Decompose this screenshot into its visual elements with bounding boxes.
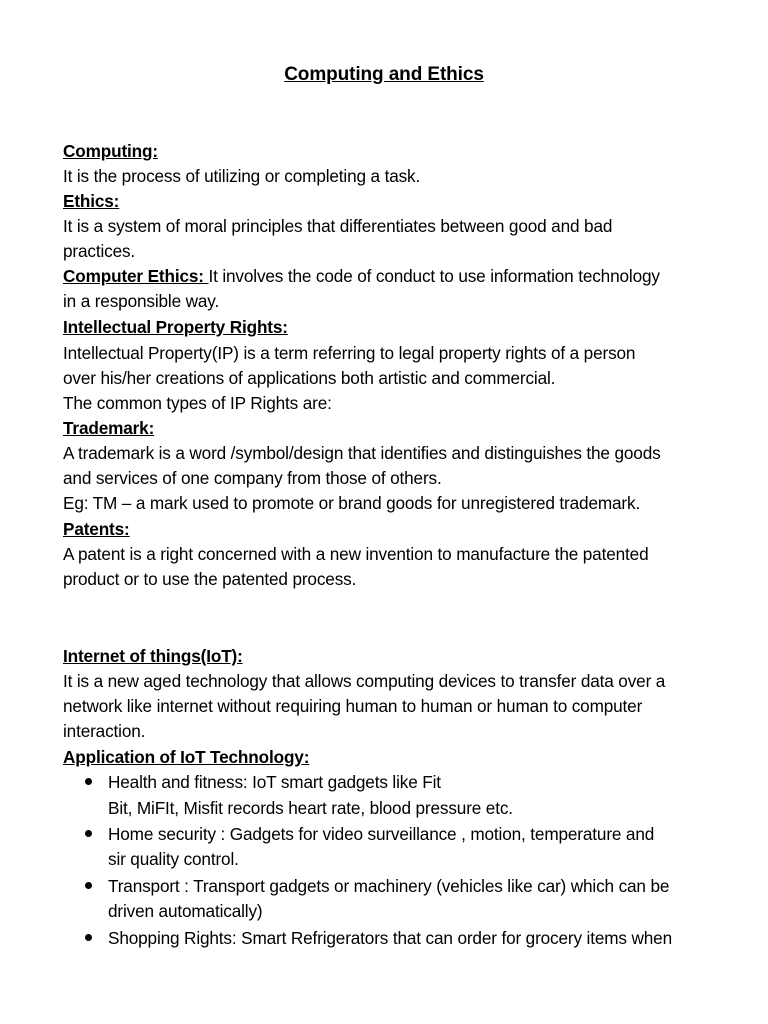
ipr-text-line2: over his/her creations of applications both artistic and commercial. [63, 368, 556, 388]
bullet-3-line1: Transport : Transport gadgets or machinery (vehicles like car) which can be [108, 876, 670, 896]
computer-ethics-text: It involves the code of conduct to use information technology [208, 266, 660, 286]
ethics-heading: Ethics: [63, 191, 120, 211]
page-title: Computing and Ethics [284, 64, 484, 85]
bullet-icon [85, 830, 92, 837]
iot-text-line2: network like internet without requiring human to human or human to computer [63, 696, 643, 716]
bullet-3-line2: driven automatically) [108, 901, 263, 921]
computer-ethics-heading: Computer Ethics: [63, 266, 209, 286]
ipr-text-line3: The common types of IP Rights are: [63, 393, 332, 413]
applications-heading: Application of IoT Technology: [63, 747, 310, 767]
iot-text-line3: interaction. [63, 721, 146, 741]
bullet-icon [85, 882, 92, 889]
bullet-icon [85, 778, 92, 785]
ethics-text-line1: It is a system of moral principles that differentiates between good and bad [63, 216, 613, 236]
ipr-text-line1: Intellectual Property(IP) is a term referring to legal property rights of a person [63, 343, 636, 363]
ethics-text-line2: practices. [63, 241, 136, 261]
patents-text-line2: product or to use the patented process. [63, 569, 357, 589]
iot-text-line1: It is a new aged technology that allows computing devices to transfer data over a [63, 671, 666, 691]
trademark-heading: Trademark: [63, 418, 155, 438]
bullet-2-line2: sir quality control. [108, 849, 239, 869]
trademark-text-line2: and services of one company from those of others. [63, 468, 442, 488]
bullet-icon [85, 934, 92, 941]
computing-text: It is the process of utilizing or completing a task. [63, 166, 421, 186]
computer-ethics-line2: in a responsible way. [63, 291, 220, 311]
bullet-1-line2: Bit, MiFIt, Misfit records heart rate, blood pressure etc. [108, 798, 513, 818]
ipr-heading: Intellectual Property Rights: [63, 317, 288, 337]
bullet-2-line1: Home security : Gadgets for video surveillance , motion, temperature and [108, 824, 655, 844]
patents-heading: Patents: [63, 519, 130, 539]
iot-heading: Internet of things(IoT): [63, 646, 243, 666]
computing-heading: Computing: [63, 141, 158, 161]
patents-text-line1: A patent is a right concerned with a new invention to manufacture the patented [63, 544, 649, 564]
trademark-text-line3: Eg: TM – a mark used to promote or brand goods for unregistered trademark. [63, 493, 641, 513]
trademark-text-line1: A trademark is a word /symbol/design that identifies and distinguishes the goods [63, 443, 661, 463]
bullet-1-line1: Health and fitness: IoT smart gadgets like Fit [108, 772, 441, 792]
bullet-4-line1: Shopping Rights: Smart Refrigerators that can order for grocery items when [108, 928, 672, 948]
computer-ethics-line1 [63, 265, 660, 287]
